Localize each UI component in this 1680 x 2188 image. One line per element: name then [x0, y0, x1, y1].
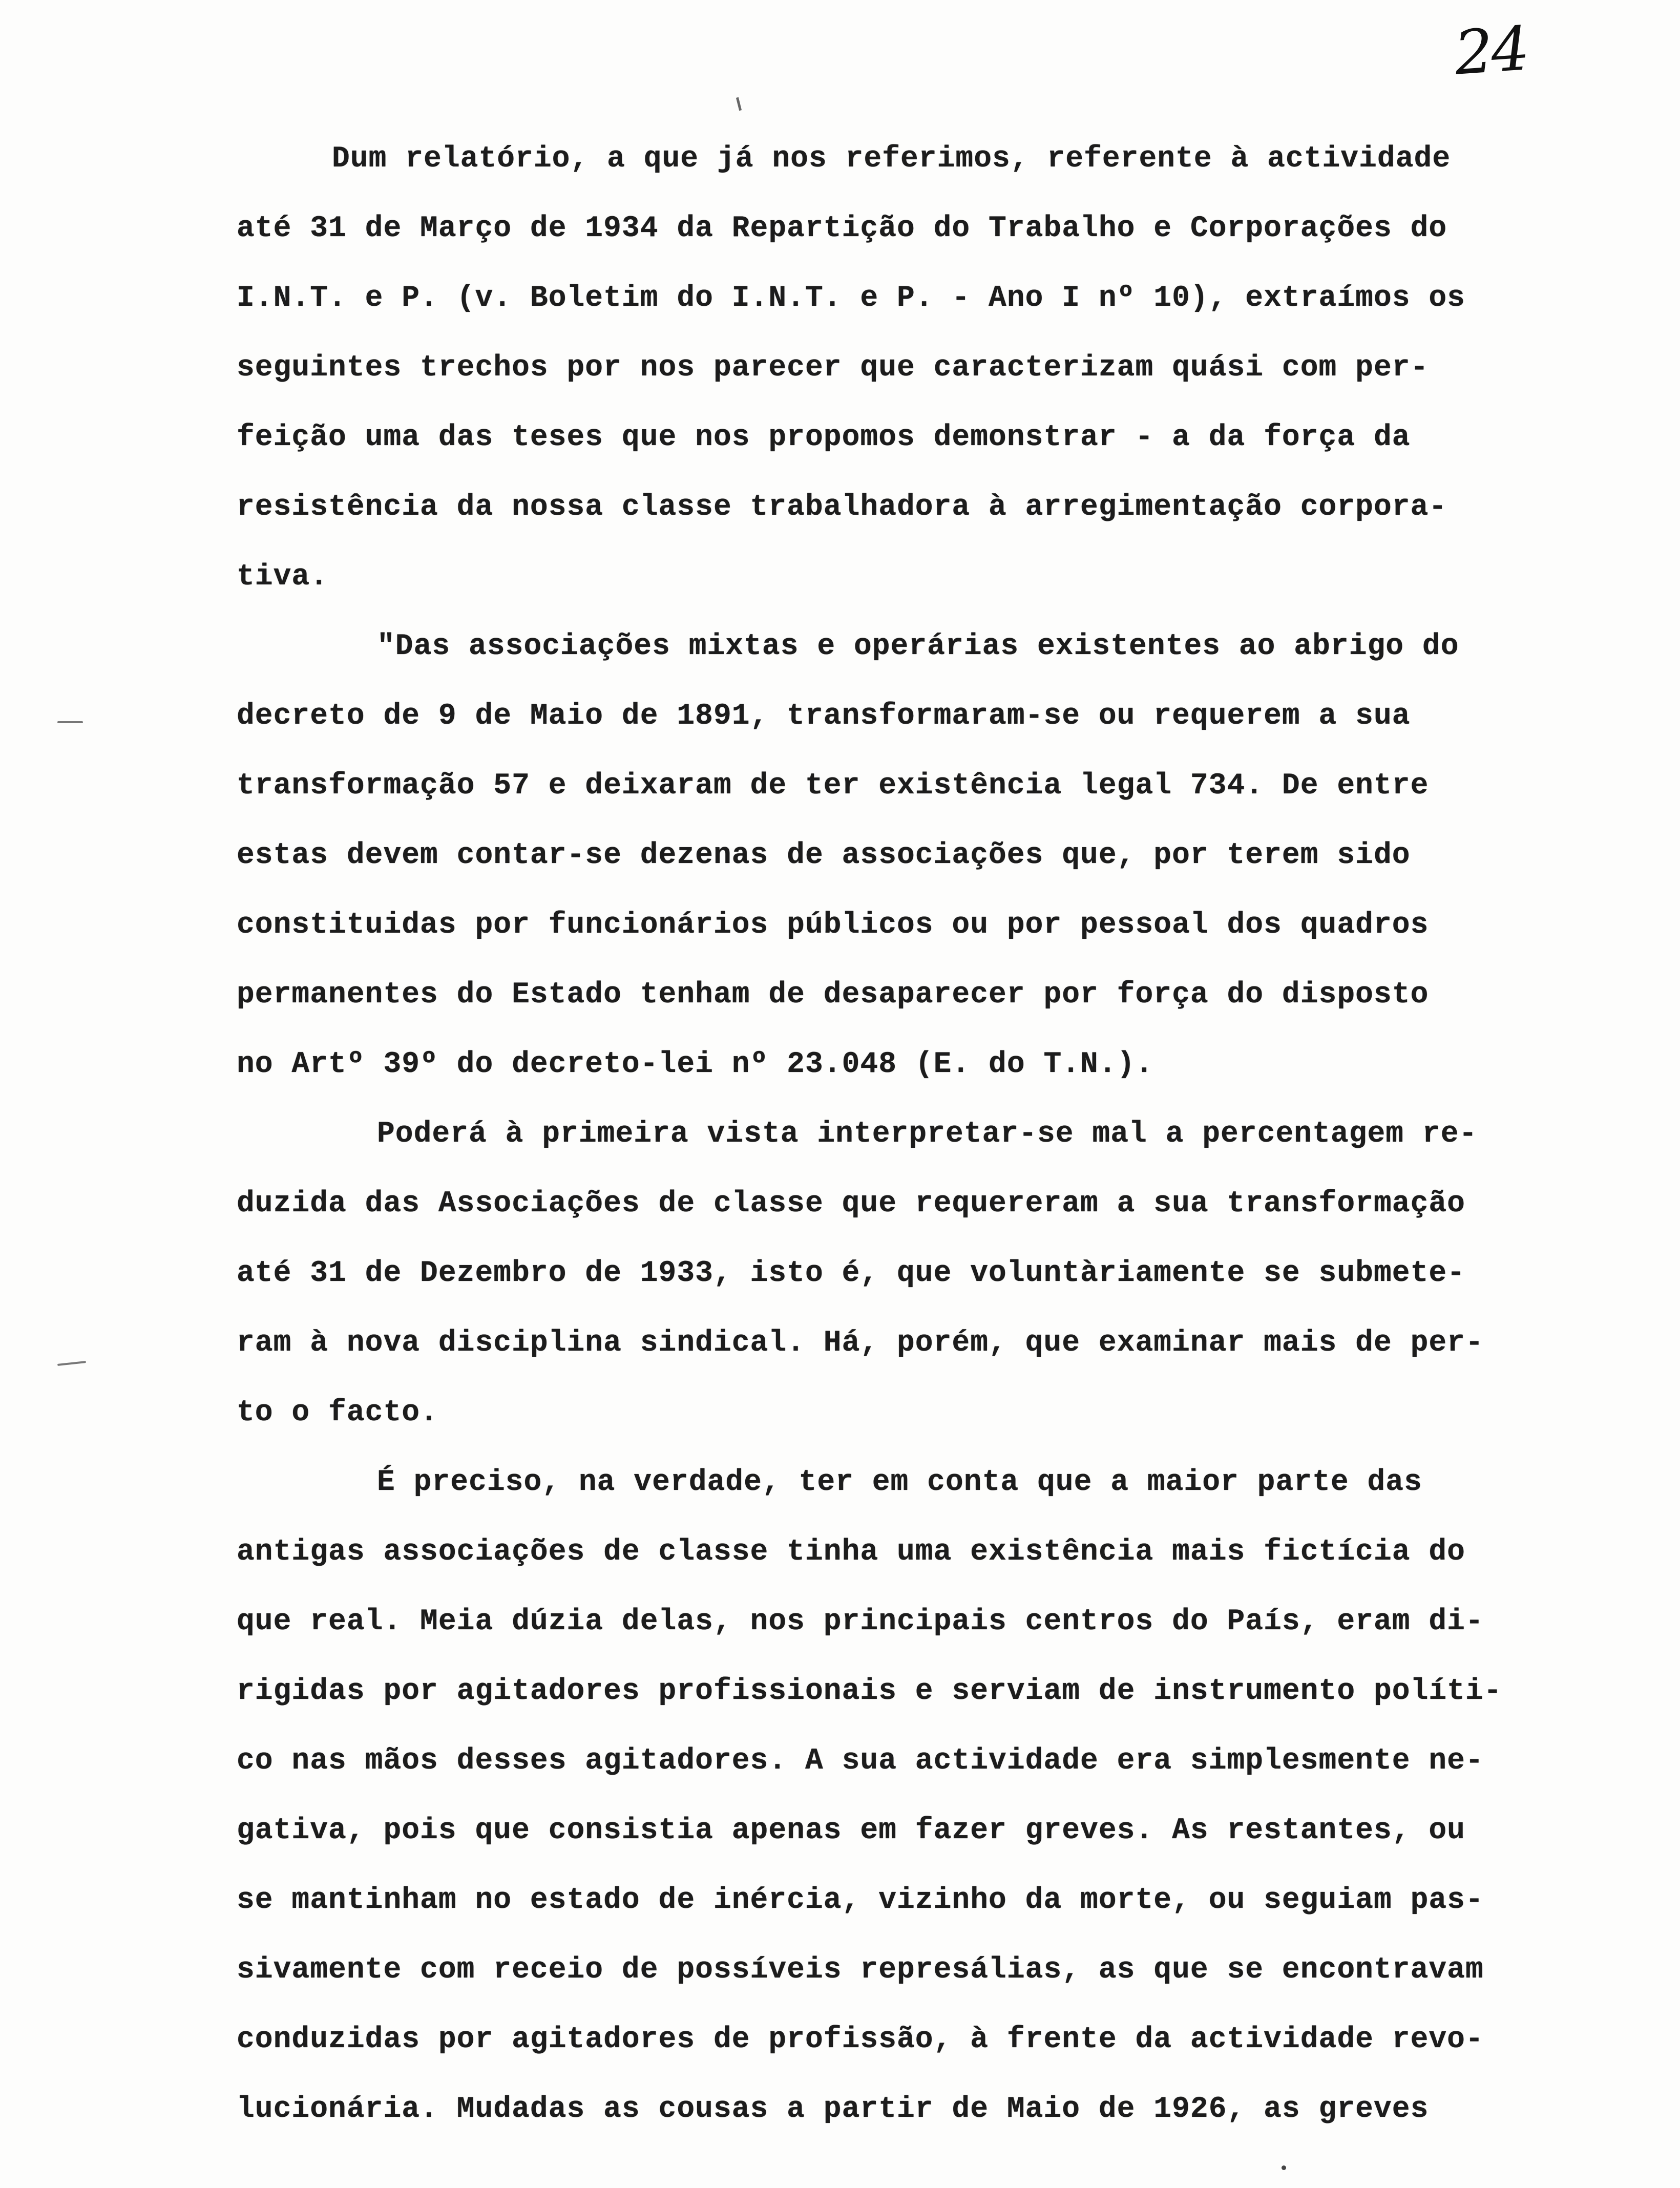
- text-line: permanentes do Estado tenham de desaparecer por força do disposto: [237, 978, 1429, 1012]
- text-line: Poderá à primeira vista interpretar-se mal a percentagem re-: [377, 1118, 1478, 1151]
- text-line: rigidas por agitadores profissionais e serviam de instrumento políti-: [237, 1675, 1502, 1708]
- text-line: resistência da nossa classe trabalhadora à arregimentação corpora-: [237, 491, 1447, 524]
- text-line: "Das associações mixtas e operárias existentes ao abrigo do: [377, 630, 1459, 663]
- text-line: conduzidas por agitadores de profissão, à frente da actividade revo-: [237, 2023, 1484, 2056]
- text-line: to o facto.: [237, 1396, 438, 1429]
- text-line: Dum relatório, a que já nos referimos, referente à actividade: [332, 142, 1451, 176]
- text-line: feição uma das teses que nos propomos demonstrar - a da força da: [237, 421, 1411, 454]
- stray-ink-mark: [736, 97, 742, 111]
- text-line: lucionária. Mudadas as cousas a partir de Maio de 1926, as greves: [237, 2093, 1429, 2126]
- text-line: até 31 de Março de 1934 da Repartição do Trabalho e Corporações do: [237, 212, 1447, 245]
- text-line: co nas mãos desses agitadores. A sua actividade era simplesmente ne-: [237, 1744, 1484, 1778]
- text-line: até 31 de Dezembro de 1933, isto é, que voluntàriamente se submete-: [237, 1257, 1465, 1290]
- text-line: transformação 57 e deixaram de ter existência legal 734. De entre: [237, 769, 1429, 803]
- margin-mark: [57, 1361, 86, 1366]
- text-line: É preciso, na verdade, ter em conta que a maior parte das: [377, 1466, 1422, 1499]
- text-line: seguintes trechos por nos parecer que caracterizam quási com per-: [237, 351, 1429, 385]
- text-line: decreto de 9 de Maio de 1891, transformaram-se ou requerem a sua: [237, 700, 1411, 733]
- ink-dot: [1282, 2165, 1286, 2170]
- text-line: gativa, pois que consistia apenas em fazer greves. As restantes, ou: [237, 1814, 1465, 1847]
- text-line: I.N.T. e P. (v. Boletim do I.N.T. e P. - Ano I nº 10), extraímos os: [237, 282, 1465, 315]
- margin-mark: [57, 721, 83, 723]
- text-line: no Artº 39º do decreto-lei nº 23.048 (E. do T.N.).: [237, 1048, 1154, 1081]
- text-line: que real. Meia dúzia delas, nos principais centros do País, eram di-: [237, 1605, 1484, 1638]
- text-line: tiva.: [237, 560, 329, 594]
- text-line: estas devem contar-se dezenas de associações que, por terem sido: [237, 839, 1411, 872]
- text-line: constituidas por funcionários públicos ou por pessoal dos quadros: [237, 909, 1429, 942]
- text-line: antigas associações de classe tinha uma existência mais fictícia do: [237, 1535, 1465, 1569]
- handwritten-page-number: 24: [1452, 13, 1530, 89]
- text-line: se mantinham no estado de inércia, vizinho da morte, ou seguiam pas-: [237, 1884, 1484, 1917]
- text-line: ram à nova disciplina sindical. Há, porém, que examinar mais de per-: [237, 1327, 1484, 1360]
- text-line: duzida das Associações de classe que requereram a sua transformação: [237, 1187, 1465, 1221]
- text-line: sivamente com receio de possíveis represálias, as que se encontravam: [237, 1953, 1484, 1987]
